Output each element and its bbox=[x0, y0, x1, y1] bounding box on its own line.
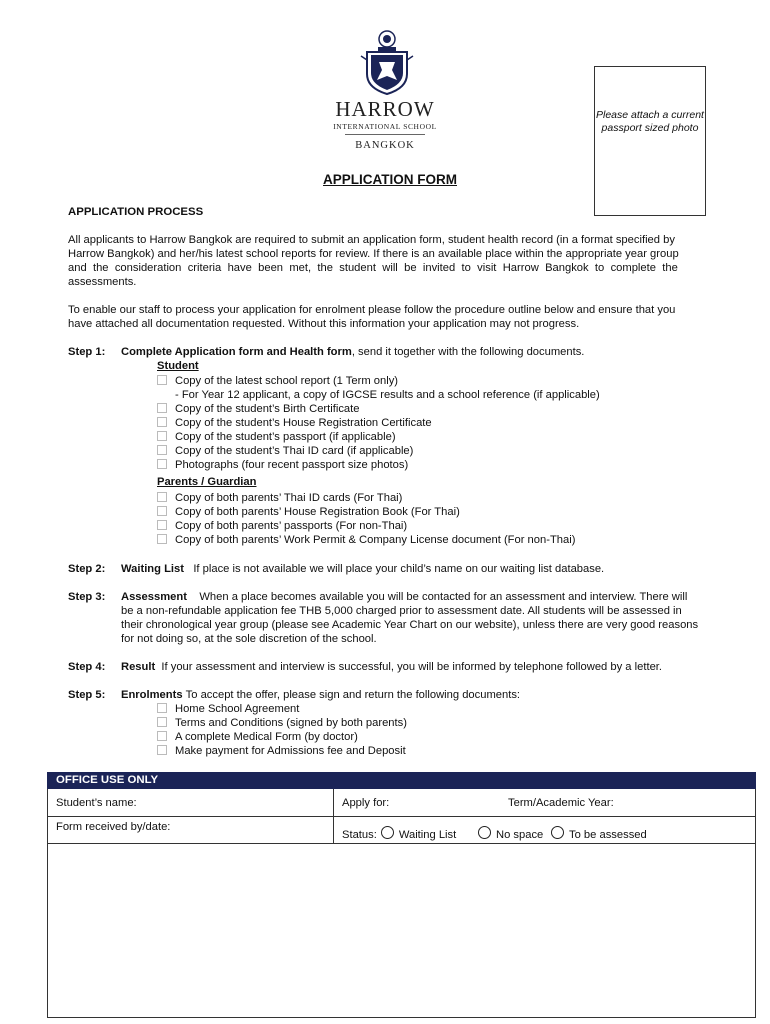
checkbox-icon[interactable] bbox=[157, 703, 167, 713]
office-notes-area[interactable] bbox=[48, 844, 755, 1017]
no-space-radio[interactable] bbox=[478, 826, 491, 839]
school-divider bbox=[345, 134, 425, 135]
step1-title: Complete Application form and Health form bbox=[121, 346, 352, 358]
school-name: HARROW bbox=[335, 97, 435, 121]
school-city: BANGKOK bbox=[355, 140, 415, 151]
school-crest-icon bbox=[359, 30, 415, 96]
intro-line: and the consideration criteria have been met, the student will be invited to visit Harrow Bangkok to complete the bbox=[68, 262, 678, 274]
list-item: Copy of the student’s Birth Certificate bbox=[157, 402, 359, 416]
step3-label: Step 3: bbox=[68, 591, 106, 603]
checkbox-icon[interactable] bbox=[157, 520, 167, 530]
procedure-line: To enable our staff to process your application for enrolment please follow the procedure outline below and ensure that you bbox=[68, 304, 676, 316]
procedure-line: have attached all documentation requested. Without this information your application may not progress. bbox=[68, 318, 580, 330]
school-subtitle: INTERNATIONAL SCHOOL bbox=[333, 122, 437, 131]
list-item: Terms and Conditions (signed by both parents) bbox=[157, 716, 407, 730]
passport-photo-box[interactable] bbox=[594, 66, 706, 216]
step2-label: Step 2: bbox=[68, 563, 106, 575]
checkbox-icon[interactable] bbox=[157, 731, 167, 741]
term-year-label: Term/Academic Year: bbox=[508, 797, 614, 809]
parents-heading: Parents / Guardian bbox=[157, 476, 257, 488]
step3-line: their chronological year group (please see Academic Year Chart on our website), unless there are very good reasons bbox=[121, 619, 699, 631]
checkbox-icon[interactable] bbox=[157, 506, 167, 516]
step5-text: Enrolments To accept the offer, please sign and return the following documents: bbox=[121, 689, 521, 701]
step2-title: Waiting List bbox=[121, 563, 184, 575]
list-item: Copy of both parents’ passports (For non-Thai) bbox=[157, 519, 407, 533]
year12-note: - For Year 12 applicant, a copy of IGCSE results and a school reference (if applicable) bbox=[175, 389, 600, 401]
checkbox-icon[interactable] bbox=[157, 417, 167, 427]
step4-title: Result bbox=[121, 661, 156, 673]
list-item: Home School Agreement bbox=[157, 702, 299, 716]
office-use-heading: OFFICE USE ONLY bbox=[47, 772, 756, 789]
checkbox-icon[interactable] bbox=[157, 403, 167, 413]
list-item: Copy of both parents’ House Registration Book (For Thai) bbox=[157, 505, 460, 519]
step5-title: Enrolments bbox=[121, 689, 183, 701]
intro-line: All applicants to Harrow Bangkok are required to submit an application form, student health record (in a format specified by bbox=[68, 234, 675, 246]
waiting-list-radio[interactable] bbox=[381, 826, 394, 839]
checkbox-icon[interactable] bbox=[157, 445, 167, 455]
intro-line: Harrow Bangkok) and her/his latest school reports for review. If there is an available place within the appropriate year group bbox=[68, 248, 679, 260]
checkbox-icon[interactable] bbox=[157, 745, 167, 755]
checkbox-icon[interactable] bbox=[157, 534, 167, 544]
status-option bbox=[474, 826, 543, 842]
step4-text: Result If your assessment and interview is successful, you will be informed by telephone followed by a letter. bbox=[121, 661, 663, 673]
list-item: Copy of the student’s House Registration Certificate bbox=[157, 416, 432, 430]
apply-for-label: Apply for: bbox=[342, 797, 390, 809]
intro-line: assessments. bbox=[68, 276, 137, 288]
checkbox-icon[interactable] bbox=[157, 492, 167, 502]
list-item: A complete Medical Form (by doctor) bbox=[157, 730, 358, 744]
photo-instruction: Please attach a current passport sized photo bbox=[596, 109, 704, 134]
checkbox-icon[interactable] bbox=[157, 375, 167, 385]
step3-title: Assessment bbox=[121, 591, 187, 603]
list-item: Copy of the latest school report (1 Term only) bbox=[157, 374, 398, 388]
step2-text: Waiting List If place is not available we will place your child’s name on our waiting list database. bbox=[121, 563, 605, 575]
step3-line: for not doing so, at the sole discretion of the school. bbox=[121, 633, 377, 645]
checkbox-icon[interactable] bbox=[157, 717, 167, 727]
form-title: APPLICATION FORM bbox=[323, 172, 457, 187]
checkbox-icon[interactable] bbox=[157, 459, 167, 469]
step4-label: Step 4: bbox=[68, 661, 106, 673]
status-label: Status: bbox=[342, 829, 377, 841]
list-item: Photographs (four recent passport size photos) bbox=[157, 458, 408, 472]
student-heading: Student bbox=[157, 360, 199, 372]
table-row-divider bbox=[47, 816, 756, 817]
list-item: Copy of the student’s Thai ID card (if applicable) bbox=[157, 444, 413, 458]
to-be-assessed-radio[interactable] bbox=[551, 826, 564, 839]
step5-label: Step 5: bbox=[68, 689, 106, 701]
step1-desc: , send it together with the following documents. bbox=[351, 346, 585, 358]
to-be-assessed-option: To be assessed bbox=[569, 829, 647, 841]
form-received-label: Form received by/date: bbox=[56, 821, 171, 833]
table-column-divider bbox=[333, 789, 334, 843]
step1-text bbox=[121, 345, 584, 359]
status-row bbox=[342, 826, 456, 842]
no-space-option: No space bbox=[496, 829, 544, 841]
checkbox-icon[interactable] bbox=[157, 431, 167, 441]
step3-text: Assessment When a place becomes available you will be contacted for an assessment and interview. There will bbox=[121, 591, 688, 603]
step1-label: Step 1: bbox=[68, 346, 106, 358]
students-name-label: Student’s name: bbox=[56, 797, 137, 809]
list-item: Copy of both parents’ Work Permit & Company License document (For non-Thai) bbox=[157, 533, 575, 547]
waiting-list-option: Waiting List bbox=[398, 829, 457, 841]
step3-line: be a non-refundable application fee THB 5,000 charged prior to assessment date. All students will be assessed in bbox=[121, 605, 682, 617]
list-item: Copy of the student’s passport (if applicable) bbox=[157, 430, 396, 444]
status-option bbox=[547, 826, 647, 842]
application-process-heading: APPLICATION PROCESS bbox=[68, 206, 204, 218]
list-item: Copy of both parents’ Thai ID cards (For Thai) bbox=[157, 491, 402, 505]
list-item: Make payment for Admissions fee and Deposit bbox=[157, 744, 406, 758]
